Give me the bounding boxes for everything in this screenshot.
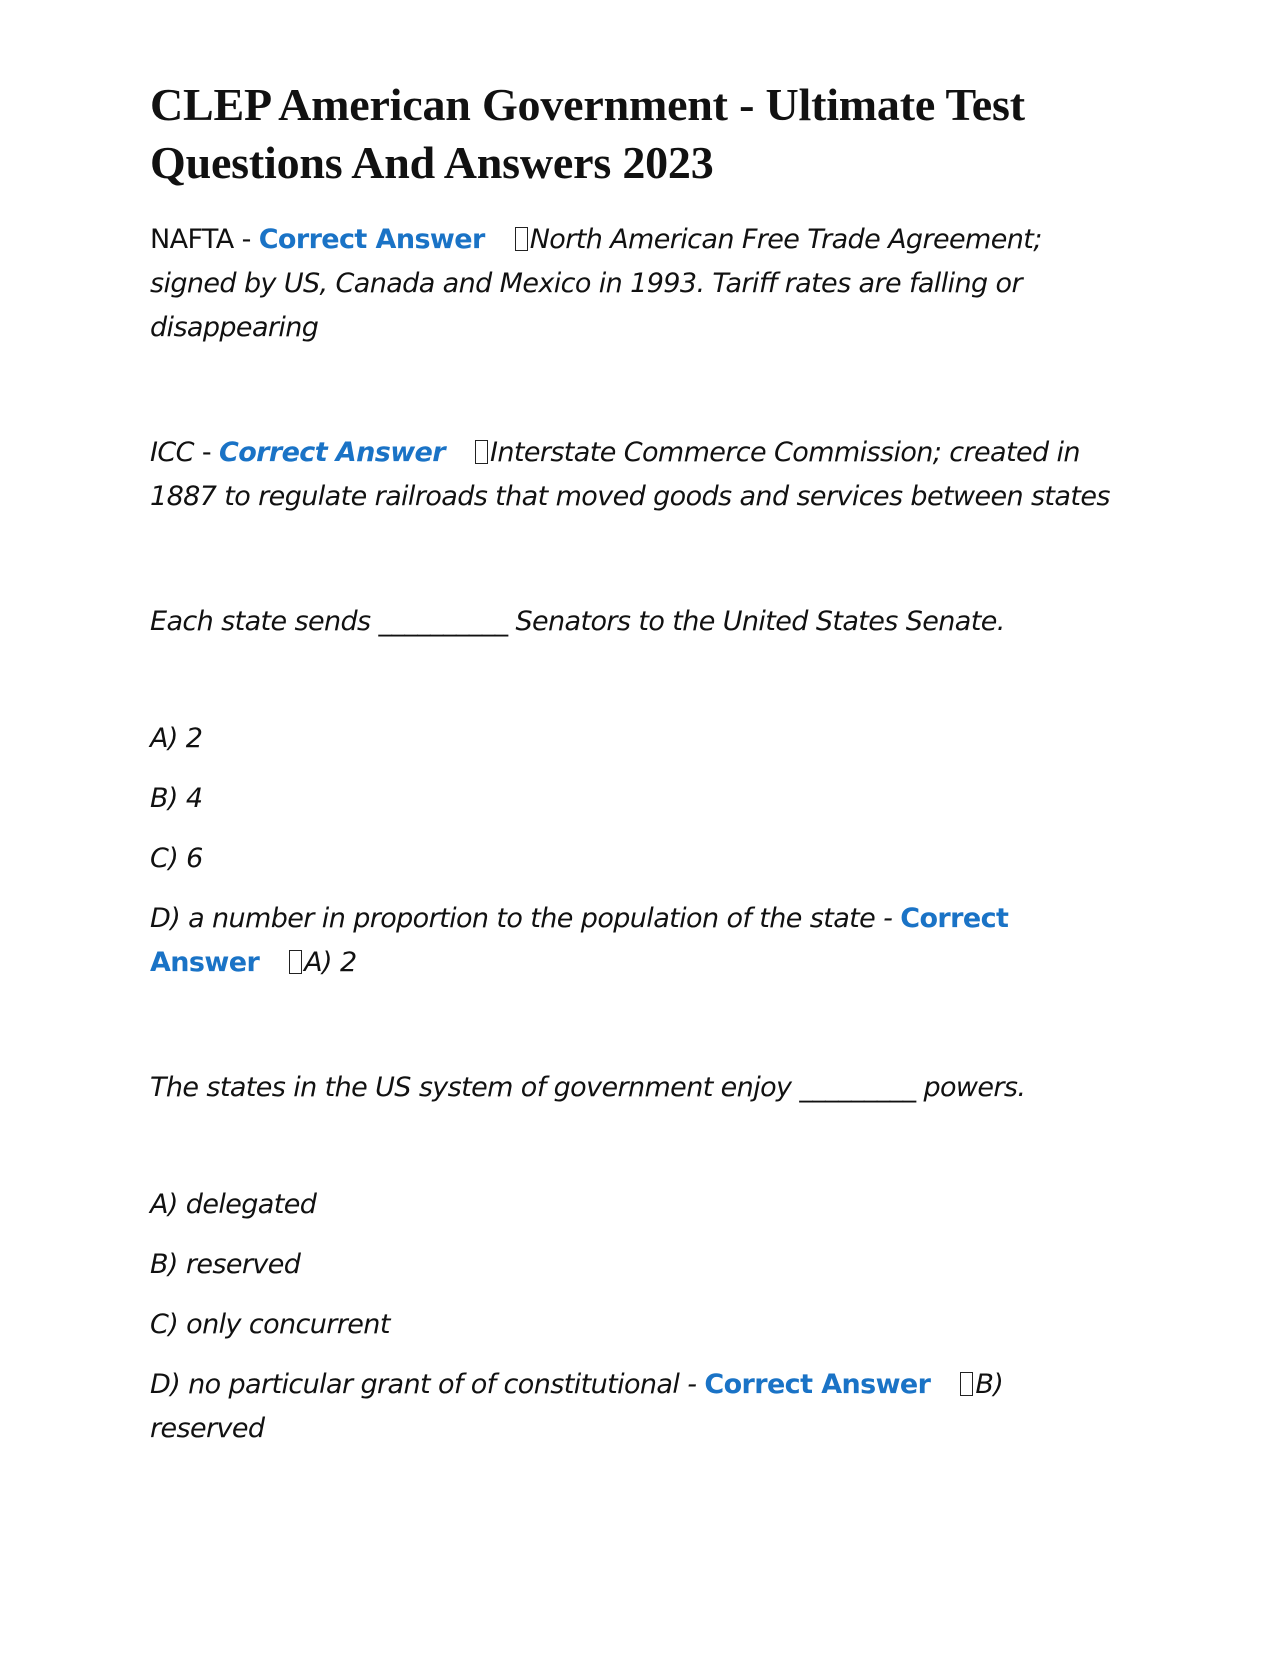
- qa-item-nafta: [150, 218, 1110, 350]
- mc-answer: A) 2: [304, 947, 357, 978]
- document-page: [150, 76, 1110, 1451]
- mc-question: The states in the US system of government enjoy _________ powers.: [150, 1072, 1026, 1103]
- qa-separator: -: [233, 224, 259, 255]
- mc-last-option: [150, 897, 1110, 985]
- correct-answer-label: Correct Answer: [150, 903, 1009, 978]
- document-title: CLEP American Government - Ultimate Test Questions And Answers 2023: [150, 79, 1025, 188]
- mc-option: B) reserved: [150, 1249, 301, 1280]
- qa-item-icc: [150, 431, 1110, 519]
- mc-separator: -: [679, 1369, 705, 1400]
- missing-glyph-icon: [289, 950, 302, 974]
- mc-answer: B) reserved: [150, 1369, 1004, 1444]
- mc-option-text: D) a number in proportion to the population of the state: [150, 903, 876, 934]
- mc-option-text: D) no particular grant of of constitutional: [150, 1369, 680, 1400]
- mc-separator: -: [875, 903, 901, 934]
- qa-term: ICC: [150, 437, 194, 468]
- mc-option: C) 6: [150, 843, 203, 874]
- mc-option: A) 2: [150, 723, 203, 754]
- mc-option: B) 4: [150, 783, 203, 814]
- correct-answer-label: Correct Answer: [704, 1369, 931, 1400]
- qa-answer: Interstate Commerce Commission; created in 1887 to regulate railroads that moved goods and services between states: [150, 437, 1110, 512]
- mc-option: C) only concurrent: [150, 1309, 390, 1340]
- correct-answer-label: Correct Answer: [218, 437, 445, 468]
- qa-separator: -: [193, 437, 219, 468]
- correct-answer-label: Correct Answer: [258, 224, 485, 255]
- missing-glyph-icon: [475, 440, 488, 464]
- missing-glyph-icon: [515, 227, 528, 251]
- qa-answer: North American Free Trade Agreement; signed by US, Canada and Mexico in 1993. Tariff rates are falling or disappearing: [150, 224, 1042, 343]
- mc-last-option: [150, 1363, 1110, 1451]
- mc-option: A) delegated: [150, 1189, 317, 1220]
- mc-question: Each state sends __________ Senators to the United States Senate.: [150, 606, 1005, 637]
- qa-term: NAFTA: [150, 224, 234, 255]
- missing-glyph-icon: [960, 1372, 973, 1396]
